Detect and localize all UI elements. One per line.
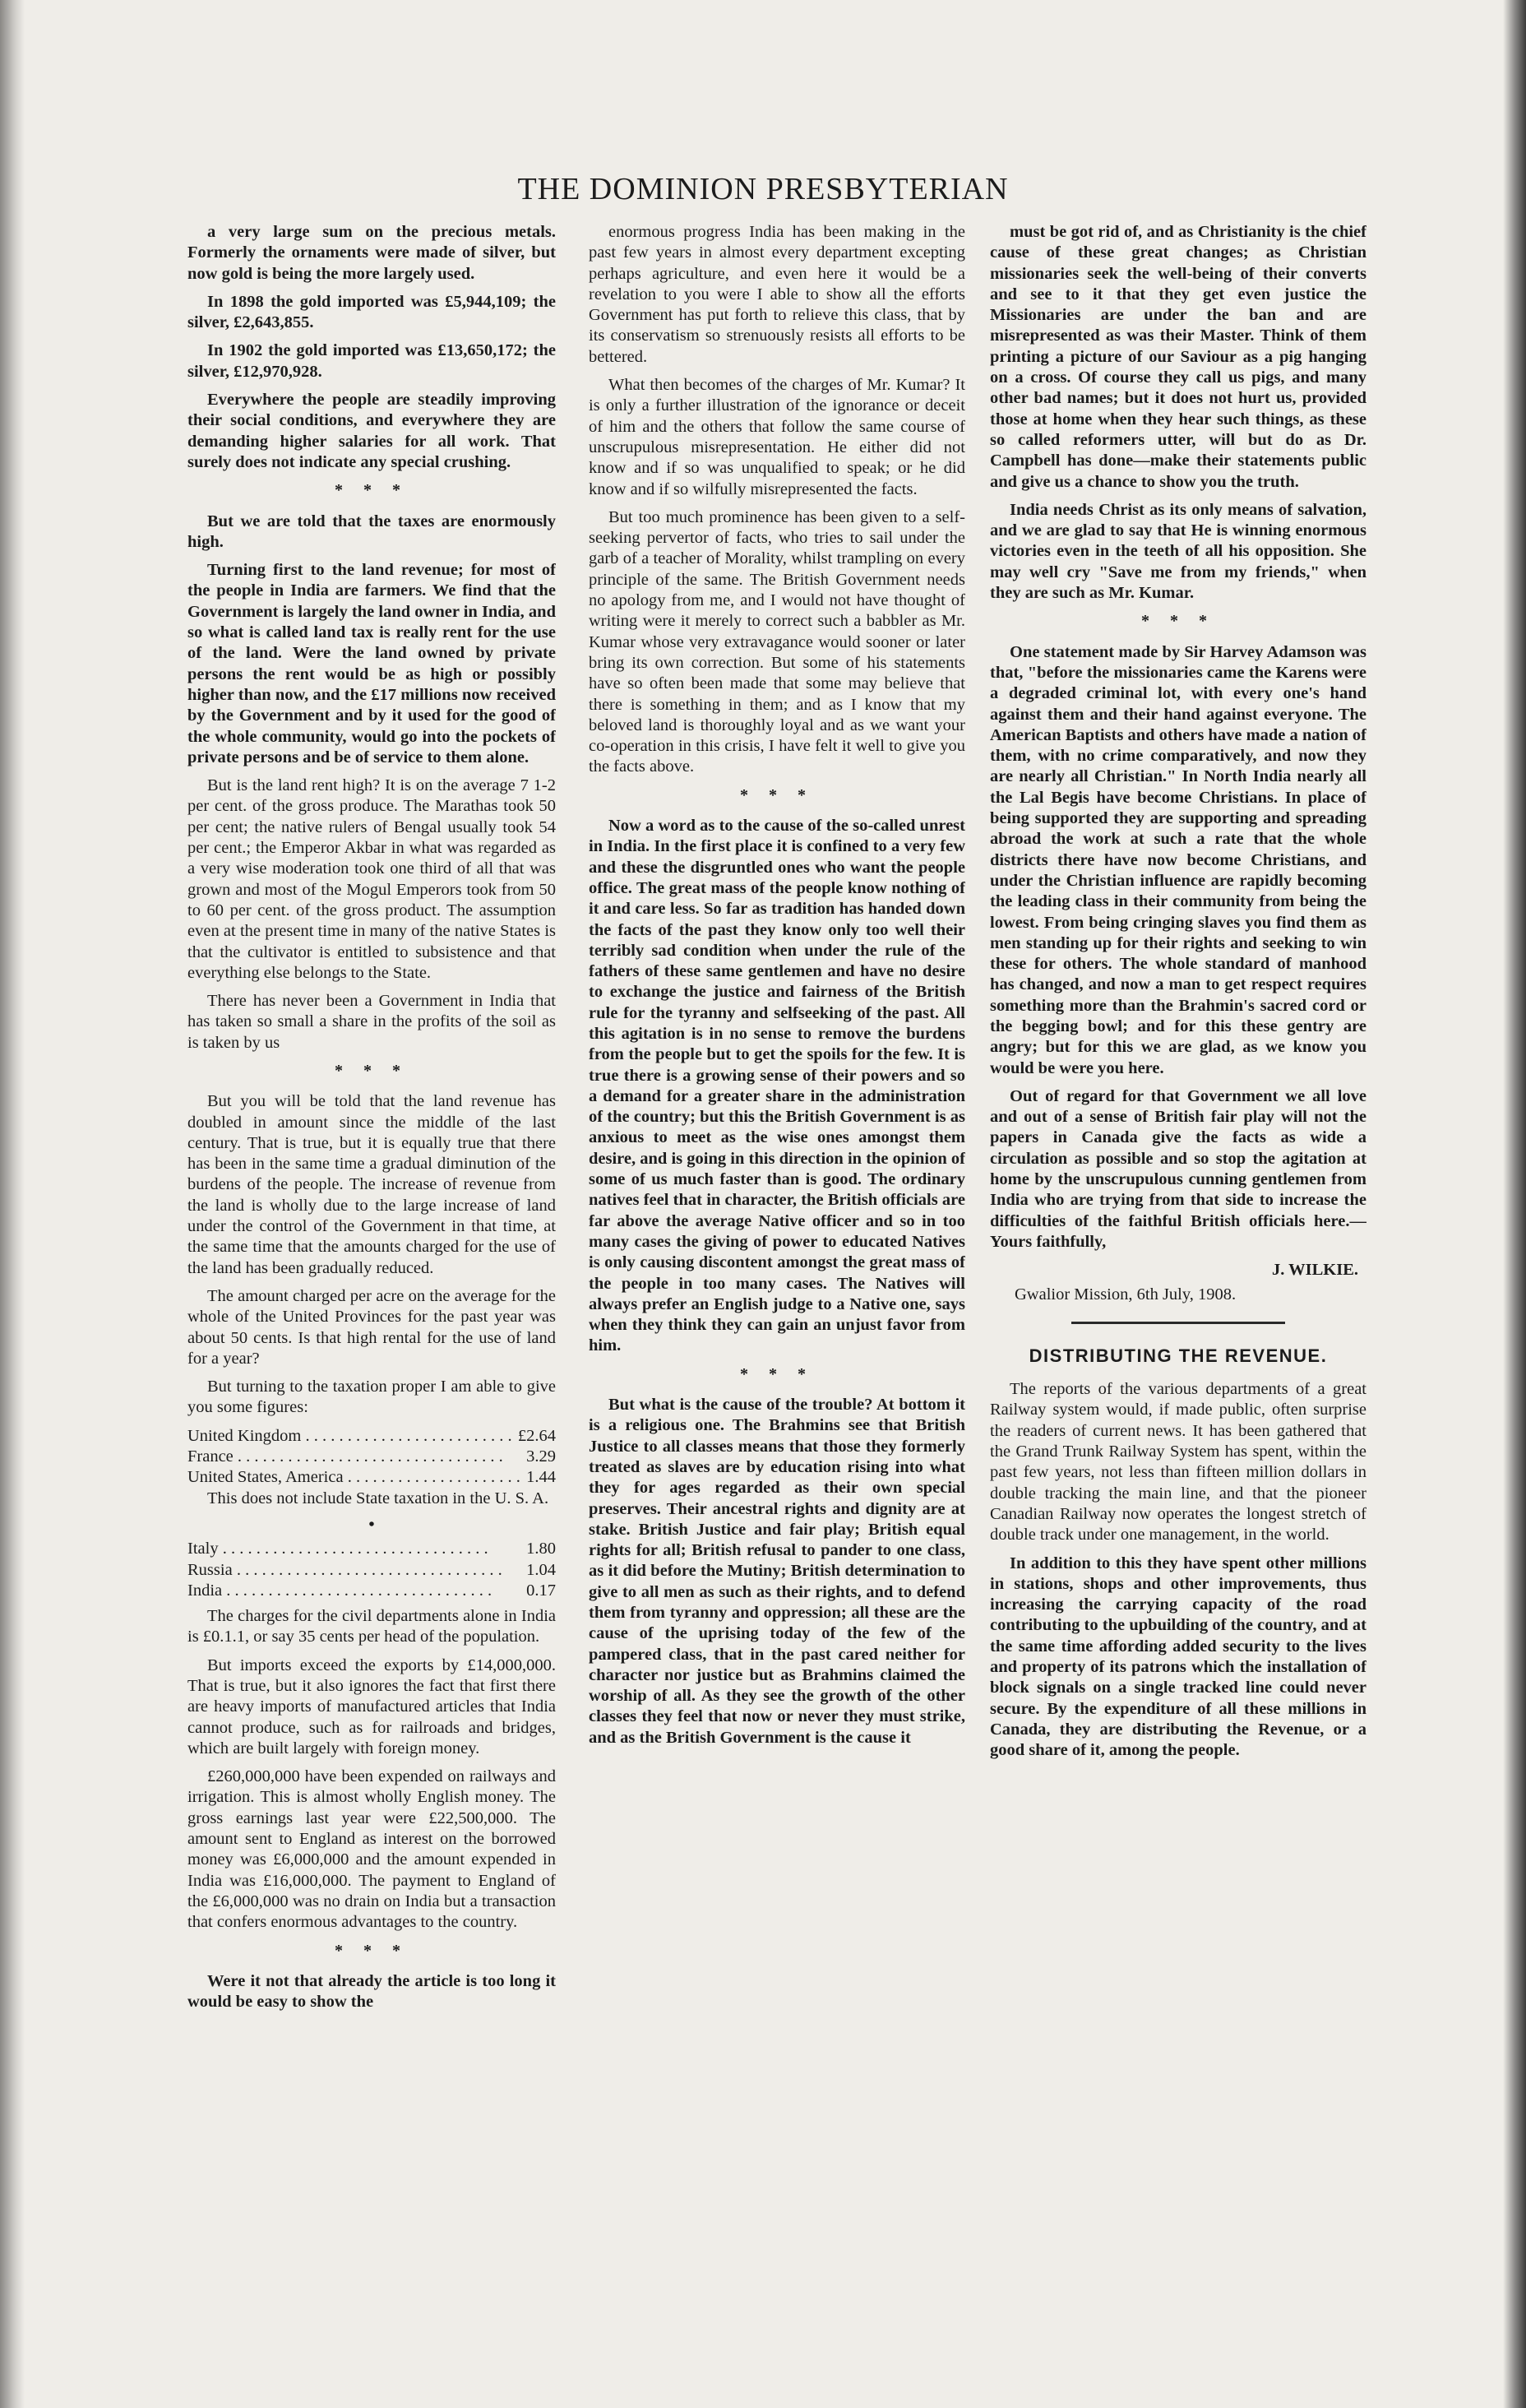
table-cell-country: Italy . . . [187,1539,523,1559]
page-edge-left [0,0,25,2408]
table-cell-amount: 3.29 [526,1447,556,1466]
table-cell-country: United Kingdom . . . [187,1426,515,1447]
section-separator: * * * [1141,612,1215,631]
paragraph: The amount charged per acre on the average for the whole of the United Provinces for the past year was about 50 cents. Is that high rental for the use of land for a year? [187,1286,556,1368]
paragraph: But turning to the taxation proper I am able to give you some figures: [187,1378,556,1417]
paragraph: a very large sum on the precious metals. Formerly the ornaments were made of silver, but now gold is being the more largely used. [187,223,556,283]
paragraph: Now a word as to the cause of the so-called unrest in India. In the first place it is confined to a very few and these the disgruntled ones who want the people office. The great mass of the people know nothing of it and care less. So far as tradition has handed down the facts of the past they know only too well their terribly sad condition when under the rule of the fathers of these same gentlemen and have no desire to exchange the justice and fairness of the British rule for the tyranny and selfseeking of the past. All this agitation is in no sense to remove the burdens from the people but to get the spoils for the few. It is true there is a growing sense of their powers and so a demand for a greater share in the administration of the country; but this the British Government is as anxious to meet as the wise ones amongst them desire, and is going in this direction in the opinion of some of us much faster than is good. The ordinary natives feel that in character, the British officials are far above the average Native officer and so in too many cases the giving of power to educated Natives is only causing discontent amongst the great mass of the people in too many cases. The Natives will always prefer an English judge to a Native one, says when they think they can gain an unjust favor from him. [589,817,965,1355]
paragraph: £260,000,000 have been expended on railways and irrigation. This is almost wholly English money. The gross earnings last year were £22,500,000. The amount sent to England as interest on the borrowed money was £6,000,000 and the amount expended in India was £16,000,000. The payment to England of the £6,000,000 was no drain on India but a transaction that confers enormous advantages to the country. [187,1767,556,1932]
section-separator: * * * [740,785,814,804]
section-separator: * * * [740,1364,814,1383]
table-row [187,1581,556,1601]
table-cell-amount: 0.17 [526,1581,556,1600]
table-row [187,1426,556,1447]
table-row [187,1560,556,1581]
paragraph: In 1898 the gold imported was £5,944,109; the silver, £2,643,855. [187,292,556,332]
paragraph: Turning first to the land revenue; for most of the people in India are farmers. We find that the Government is largely the land owner in India, and so what is called land tax is really rent for the use of the land. Were the land owned by private persons the rent would be as high or possibly higher than now, and the £17 millions now received by the Government and by it used for the good of the whole community, would go into the pockets of private persons and be of service to them alone. [187,561,556,766]
paragraph: But what is the cause of the trouble? At bottom it is a religious one. The Brahmins see that British Justice to all classes means that those they formerly treated as slaves are by education rising into what they for ages regarded as their own special preserves. Their ancestral rights and dignity are at stake. British Justice and fair play; British equal rights for all; British refusal to pander to one class, as it did before the Mutiny; British determination to give to all men as such as their rights, and to defend them from tyranny and oppression; all these are the cause of the uprising today of the few of the pampered class, that in the past cared neither for character nor justice but as Brahmins claimed the worship of all. As they see the growth of the other classes they feel that now or never they must strike, and as the British Government is the cause it [589,1396,965,1747]
paragraph: India needs Christ as its only means of salvation, and we are glad to say that He is winning enormous victories even in the teeth of all his opposition. She may well cry "Save me from my friends," when they are such as Mr. Kumar. [990,500,1366,603]
paragraph: The reports of the various departments of a great Railway system would, if made public, often surprise the readers of current news. It has been gathered that the Grand Trunk Railway System has spent, within the past few years, not less than fifteen million dollars in double tracking the main line, and that the pioneer Canadian Railway now operates the longest stretch of double track under one management, in the world. [990,1380,1366,1544]
table-cell-country: United States, America . . . [187,1467,523,1488]
dateline: Gwalior Mission, 6th July, 1908. [1015,1285,1237,1304]
table-cell-country: France . . . [187,1447,523,1467]
page-edge-right [1503,0,1526,2408]
paragraph: In 1902 the gold imported was £13,650,172; the silver, £12,970,928. [187,341,556,381]
taxation-table [187,1426,556,1601]
paragraph: enormous progress India has been making in the past few years in almost every department excepting perhaps agriculture, and even here it would be a revelation to you were I able to show all the efforts Government has put forth to relieve this class, that by its conservatism so strenuously resists all efforts to be bettered. [589,223,965,366]
paragraph: In addition to this they have spent other millions in stations, shops and other improvements, thus increasing the carrying capacity of the road contributing to the upbuilding of the country, and at the same time affording added security to the lives and property of its patrons which the installation of block signals on a single tracked line could never secure. By the expenditure of all these millions in Canada, they are distributing the Revenue, or a good share of it, among the people. [990,1554,1366,1760]
paragraph: Were it not that already the article is too long it would be easy to show the [187,1971,556,2012]
column-2 [589,222,965,2377]
column-3 [990,222,1366,2377]
table-note: This does not include State taxation in the U. S. A. [207,1489,549,1507]
paragraph: But is the land rent high? It is on the average 7 1-2 per cent. of the gross produce. The Marathas took 50 per cent; the native rulers of Bengal usually took 54 per cent.; the Emperor Akbar in what was regarded as a very wise moderation took one third of all that was grown and most of the Mogul Emperors took from 50 to 60 per cent. of the gross product. The assumption even at the present time in many of the native States is that the cultivator is entitled to subsistence and that everything else belongs to the State. [187,776,556,982]
table-cell-amount: 1.44 [526,1468,556,1487]
paragraph: One statement made by Sir Harvey Adamson was that, "before the missionaries came the Karens were a degraded criminal lot, with every one's hand against them and their hand against everyone. The American Baptists and others have made a nation of them, with no crime comparatively, and now they are nearly all Christian." In North India nearly all the Lal Begis have become Christians. In place of being supported they are supporting and spreading abroad the work at such a rate that the whole districts there have now become Christians, and under the Christian influence are rapidly becoming the leading class in their community from being the lowest. From being cringing slaves you find them as men standing up for their rights and seeking to win these for others. The whole standard of manhood has changed, and now a man to get respect requires something more than the Brahmin's sacred cord or the begging bowl; and for this these gentry are angry; but for this we are glad, as we know you would be were you here. [990,642,1366,1077]
signature: J. WILKIE. [1271,1261,1358,1280]
paragraph: Everywhere the people are steadily improving their social conditions, and everywhere they are demanding higher salaries for all work. That surely does not indicate any special crushing. [187,391,556,471]
paragraph: But imports exceed the exports by £14,000,000. That is true, but it also ignores the fact that first there are heavy imports of manufactured articles that India cannot produce, such as for railroads and bridges, which are built largely with foreign money. [187,1656,556,1757]
paragraph: The charges for the civil departments alone in India is £0.1.1, or say 35 cents per head of the population. [187,1607,556,1646]
table-cell-amount: 1.04 [526,1560,556,1579]
table-cell-country: India . . . [187,1581,523,1601]
paragraph: But too much prominence has been given to a self-seeking pervertor of facts, who tries to sail under the garb of a teacher of Morality, whilst trampling on every principle of the same. The British Government needs no apology from me, and I would not have thought of writing were it merely to correct such a babbler as Mr. Kumar whose very extravagance would sooner or later bring its own correction. But some of his statements have so often been made that some may believe that there is something in them; and as I know that my beloved land is thoroughly loyal and as we want your co-operation in this crisis, I have felt it well to give you the facts above. [589,507,965,776]
paragraph: There has never been a Government in India that has taken so small a share in the profits of the soil as is taken by us [187,992,556,1052]
section-separator: * * * [335,481,409,500]
bullet-mark: • [368,1515,375,1534]
paragraph: must be got rid of, and as Christianity is the chief cause of these great changes; as Christian missionaries seek the well-being of their converts and see to it that they get even justice the Missionaries are under the ban and are misrepresented as was their Master. Think of them printing a picture of our Saviour as a pig hanging on a cross. Of course they call us pigs, and many other bad names; but it does not hurt us, provided those at home when they hear such things, as these so called reformers utter, will but do as Dr. Campbell has done—make their statements public and give us a chance to show you the truth. [990,223,1366,491]
section-separator: * * * [335,1061,409,1080]
paragraph: But we are told that the taxes are enormously high. [187,512,556,551]
paragraph: What then becomes of the charges of Mr. Kumar? It is only a further illustration of the ignorance or deceit of him and the others that follow the same course of unscrupulous misrepresentation. He either did not know and if so was unqualified to speak; or he did know and if so wilfully misrepresented the facts. [589,376,965,498]
table-cell-amount: £2.64 [517,1426,556,1445]
table-row [187,1467,556,1488]
table-row [187,1539,556,1559]
section-divider-rule [1071,1322,1285,1324]
paragraph: But you will be told that the land revenue has doubled in amount since the middle of the last century. That is true, but it is equally true that there has been in the same time a gradual diminution of the burdens of the people. The increase of revenue from the land is wholly due to the large increase of land under the control of the Government in that time, at the same time that the amounts charged for the use of the land has been gradually reduced. [187,1092,556,1277]
table-cell-amount: 1.80 [526,1540,556,1558]
article-headline: DISTRIBUTING THE REVENUE. [1029,1345,1328,1366]
masthead: THE DOMINION PRESBYTERIAN [517,172,1009,206]
table-row [187,1447,556,1467]
table-cell-country: Russia . . . [187,1560,523,1581]
paragraph: Out of regard for that Government we all love and out of a sense of British fair play will not the papers in Canada give the facts as wide a circulation as possible and so stop the agitation at home by the unscrupulous cunning gentlemen from India who are trying from that side to increase the difficulties of the faithful British officials here.—Yours faithfully, [990,1086,1366,1251]
section-separator: * * * [335,1941,409,1960]
column-1 [187,222,556,2377]
